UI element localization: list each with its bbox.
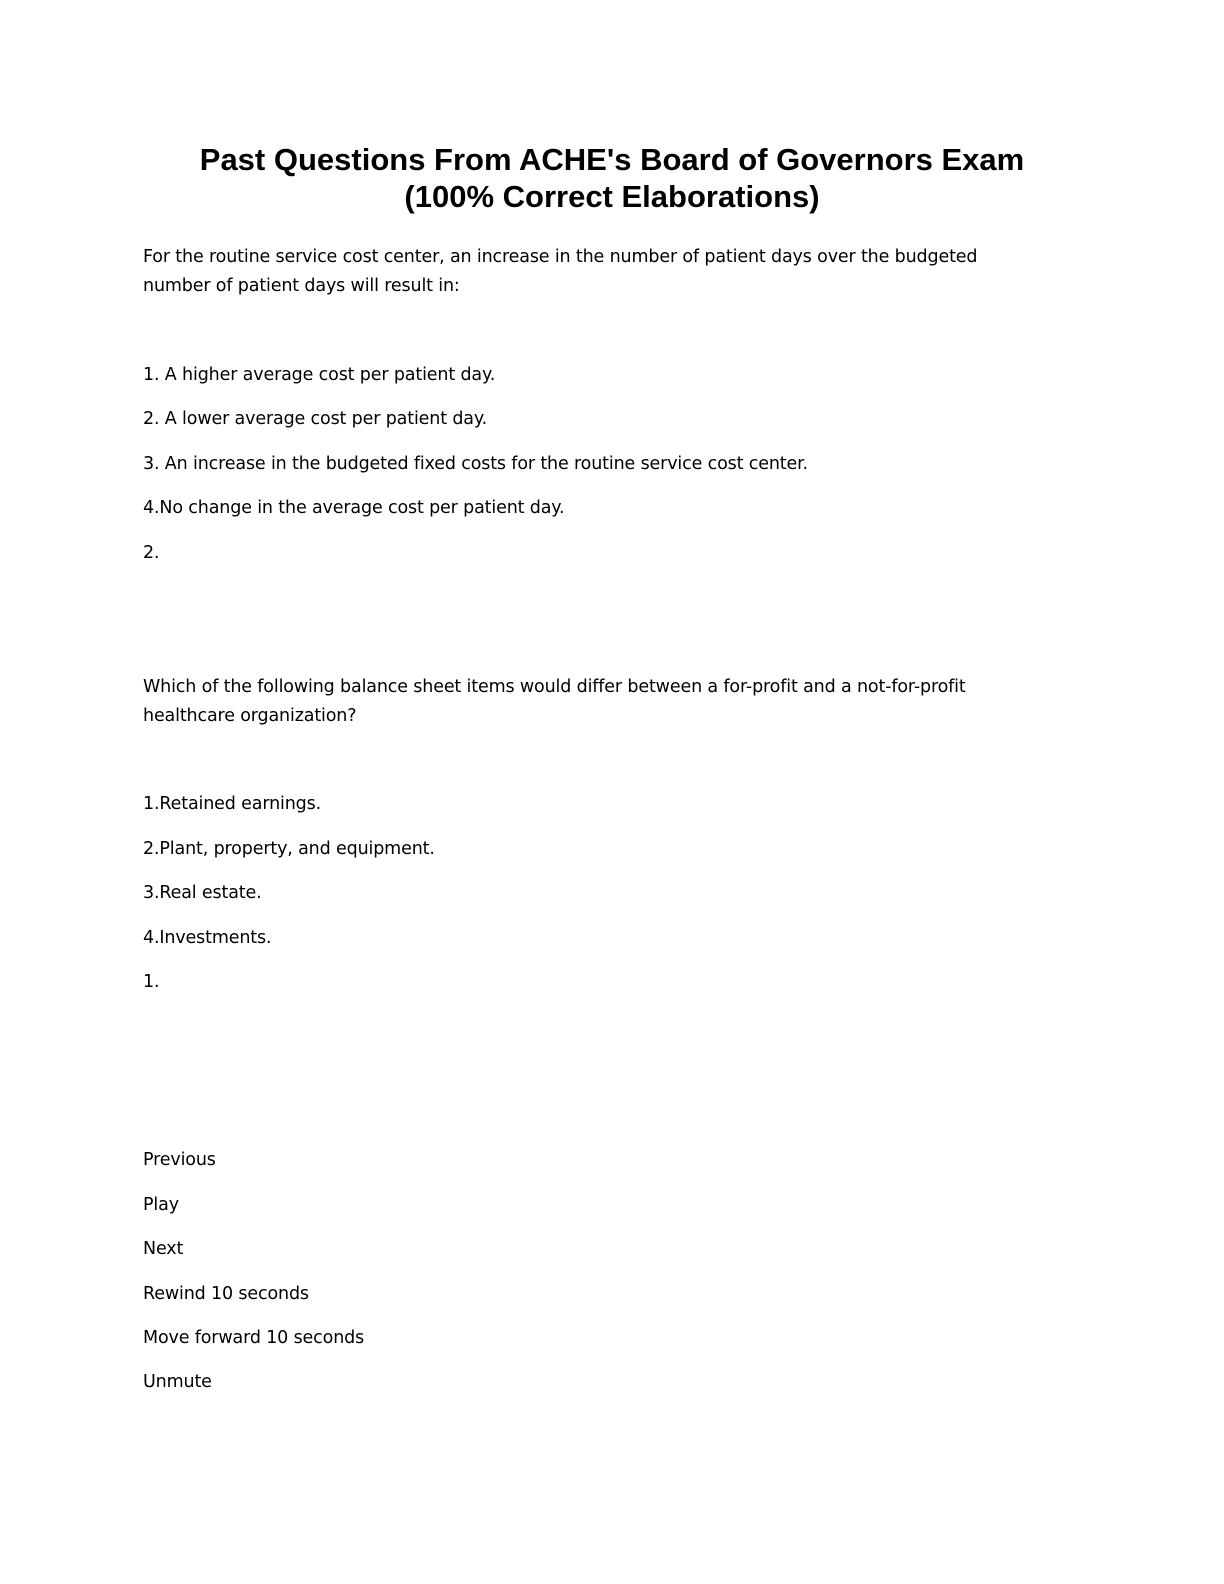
question-2-option-3: 3.Real estate. <box>143 883 262 903</box>
next-button[interactable]: Next <box>143 1239 184 1259</box>
question-2-option-1: 1.Retained earnings. <box>143 794 322 814</box>
question-2-option-2: 2.Plant, property, and equipment. <box>143 839 435 859</box>
question-1-option-4: 4.No change in the average cost per patient day. <box>143 498 565 518</box>
question-2-option-4: 4.Investments. <box>143 928 272 948</box>
question-1-option-1: 1. A higher average cost per patient day. <box>143 365 496 385</box>
play-button[interactable]: Play <box>143 1195 179 1215</box>
rewind-10-seconds-button[interactable]: Rewind 10 seconds <box>143 1284 309 1304</box>
question-1-text: For the routine service cost center, an increase in the number of patient days over the budgeted number of patient days will result in: <box>143 247 978 296</box>
question-2-answer: 1. <box>143 972 160 992</box>
forward-10-seconds-button[interactable]: Move forward 10 seconds <box>143 1328 365 1348</box>
question-1-option-2: 2. A lower average cost per patient day. <box>143 409 488 429</box>
page-title-line-1: Past Questions From ACHE's Board of Governors Exam <box>199 142 1025 177</box>
page-title-line-2: (100% Correct Elaborations) <box>404 179 820 214</box>
unmute-button[interactable]: Unmute <box>143 1372 212 1392</box>
question-1-option-3: 3. An increase in the budgeted fixed costs for the routine service cost center. <box>143 454 808 474</box>
question-2-text: Which of the following balance sheet items would differ between a for-profit and a not-for-profit healthcare organization? <box>143 677 966 726</box>
question-1-answer: 2. <box>143 543 160 563</box>
previous-button[interactable]: Previous <box>143 1150 216 1170</box>
